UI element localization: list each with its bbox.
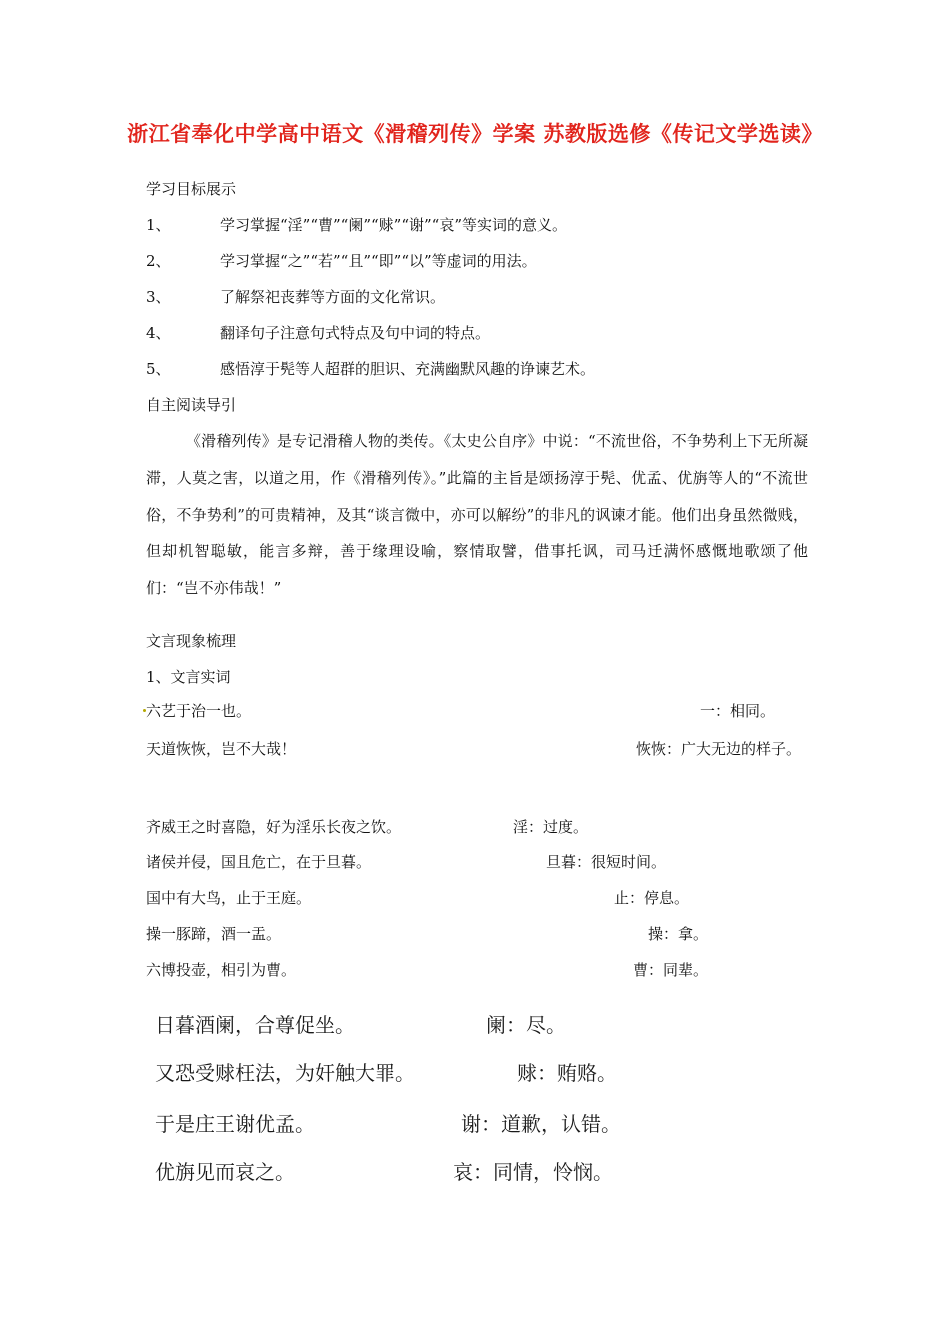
vocab-gloss: 止：停息。 bbox=[614, 889, 690, 907]
vocab-sentence: 六博投壶，相引为曹。 bbox=[146, 961, 297, 979]
vocab-gloss: 恢恢：广大无边的样子。 bbox=[636, 740, 802, 758]
goal-number: 2、 bbox=[146, 252, 171, 270]
vocab-sentence: 齐威王之时喜隐，好为淫乐长夜之饮。 bbox=[146, 818, 402, 836]
goal-number: 5、 bbox=[146, 360, 171, 378]
shici-heading: 1、文言实词 bbox=[146, 668, 231, 686]
goal-text: 感悟淳于髡等人超群的胆识、充满幽默风趣的诤谏艺术。 bbox=[220, 360, 596, 378]
phenomena-heading: 文言现象梳理 bbox=[146, 632, 237, 650]
vocab-sentence: 天道恢恢，岂不大哉！ bbox=[146, 740, 297, 758]
vocab-gloss: 谢：道歉，认错。 bbox=[461, 1112, 621, 1136]
vocab-gloss: 旦暮：很短时间。 bbox=[546, 853, 667, 871]
goal-text: 翻译句子注意句式特点及句中词的特点。 bbox=[220, 324, 491, 342]
document-title: 浙江省奉化中学高中语文《滑稽列传》学案 苏教版选修《传记文学选读》 bbox=[127, 122, 823, 146]
vocab-gloss: 一：相同。 bbox=[700, 702, 776, 720]
vocab-gloss: 曹：同辈。 bbox=[633, 961, 709, 979]
goal-text: 了解祭祀丧葬等方面的文化常识。 bbox=[220, 288, 446, 306]
vocab-sentence: 国中有大鸟，止于王庭。 bbox=[146, 889, 312, 907]
vocab-sentence: 诸侯并侵，国且危亡，在于旦暮。 bbox=[146, 853, 372, 871]
vocab-gloss: 阑：尽。 bbox=[486, 1013, 566, 1037]
goal-number: 3、 bbox=[146, 288, 171, 306]
vocab-sentence: 日暮酒阑，合尊促坐。 bbox=[155, 1013, 355, 1037]
vocab-sentence: 操一豚蹄，酒一盂。 bbox=[146, 925, 282, 943]
vocab-sentence: 于是庄王谢优孟。 bbox=[155, 1112, 315, 1136]
goal-number: 1、 bbox=[146, 216, 171, 234]
vocab-sentence: 又恐受赇枉法，为奸触大罪。 bbox=[155, 1061, 415, 1085]
intro-paragraph: 《滑稽列传》是专记滑稽人物的类传。《太史公自序》中说：“不流世俗，不争势利上下无所凝滞，人莫之害，以道之用，作《滑稽列传》。”此篇的主旨是颂扬淳于髡、优孟、优旃等人的“不流世俗，不争势利”的可贵精神，及其“谈言微中，亦可以解纷”的非凡的讽谏才能。他们出身虽然微贱，但却机智聪敏，能言多辩，善于缘理设喻，察情取譬，借事托讽，司马迁满怀感慨地歌颂了他们：“岂不亦伟哉！” bbox=[146, 432, 808, 598]
vocab-gloss: 淫：过度。 bbox=[513, 818, 589, 836]
vocab-gloss: 操：拿。 bbox=[648, 925, 709, 943]
goal-text: 学习掌握“淫”“曹”“阑”“赇”“谢”“哀”等实词的意义。 bbox=[220, 216, 568, 234]
reading-heading: 自主阅读导引 bbox=[146, 396, 237, 414]
vocab-sentence: 六艺于治一也。 bbox=[146, 702, 252, 720]
vocab-gloss: 哀：同情，怜悯。 bbox=[453, 1160, 613, 1184]
vocab-sentence: 优旃见而哀之。 bbox=[155, 1160, 295, 1184]
goals-heading: 学习目标展示 bbox=[146, 180, 237, 198]
goal-number: 4、 bbox=[146, 324, 171, 342]
vocab-gloss: 赇：贿赂。 bbox=[517, 1061, 617, 1085]
goal-text: 学习掌握“之”“若”“且”“即”“以”等虚词的用法。 bbox=[220, 252, 537, 270]
